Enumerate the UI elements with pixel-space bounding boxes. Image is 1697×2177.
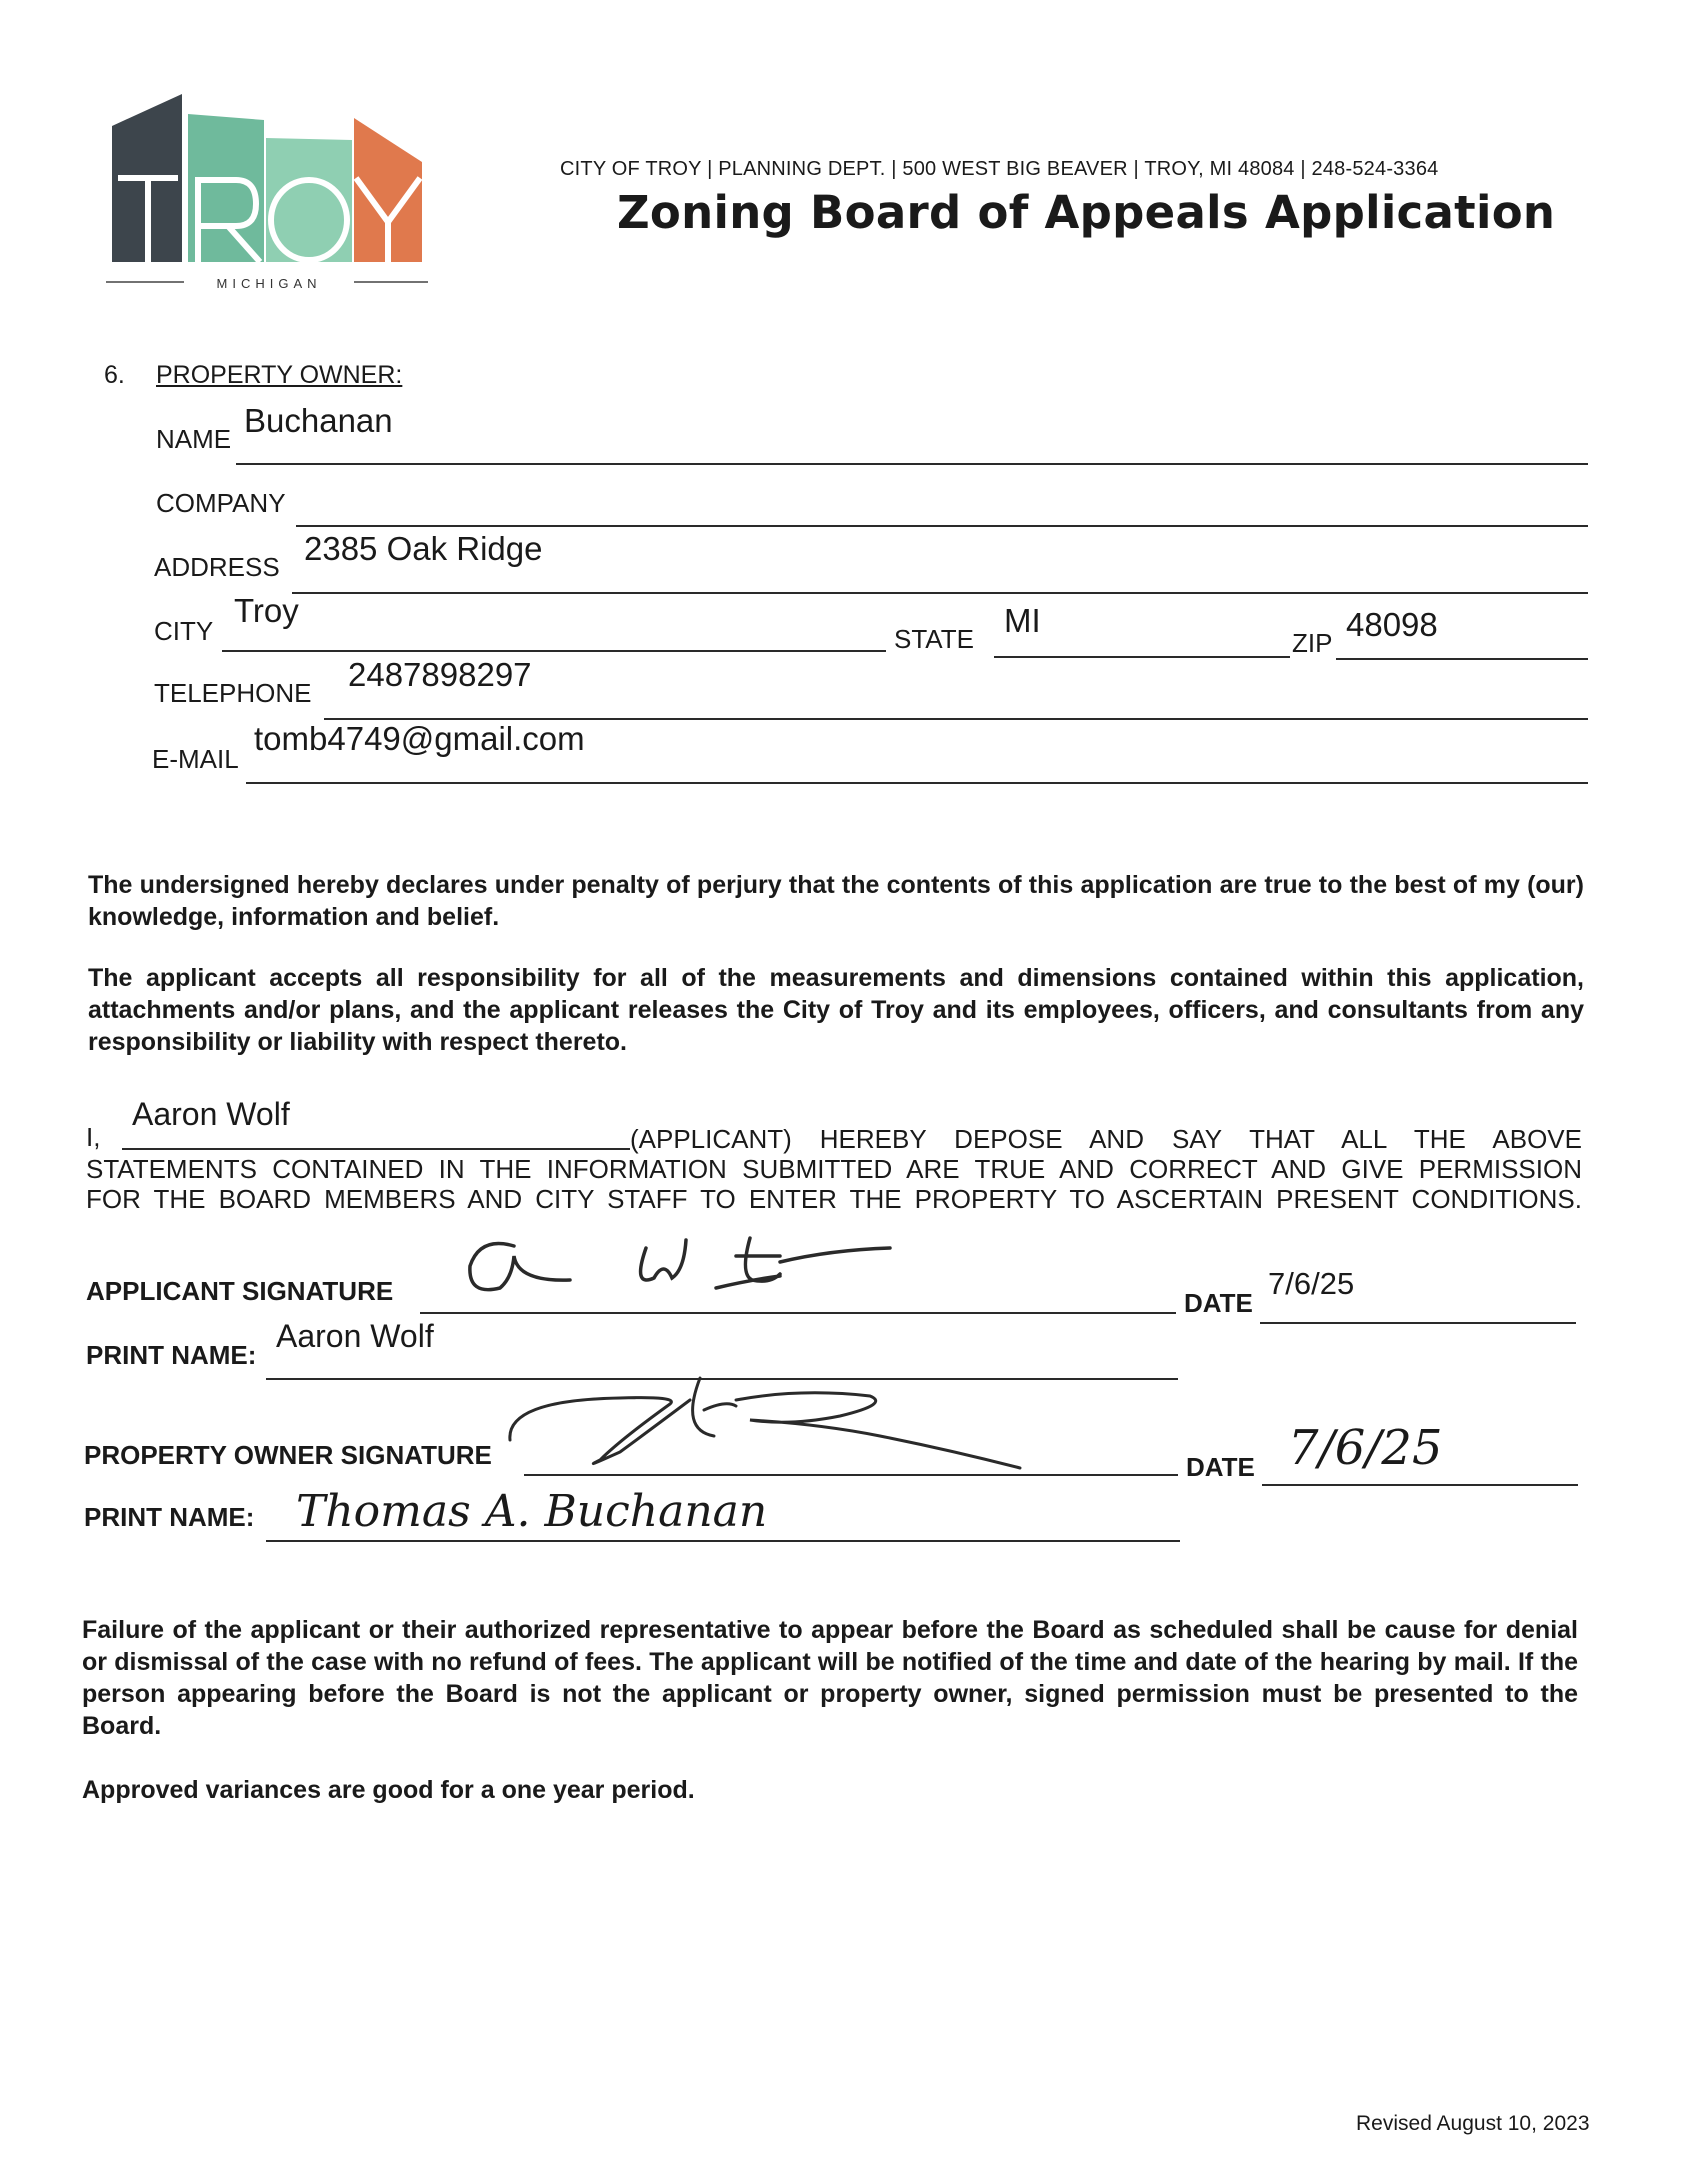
owner-signature-underline xyxy=(524,1474,1178,1476)
section-title: PROPERTY OWNER: xyxy=(156,361,403,389)
city-label: CITY xyxy=(154,616,214,646)
state-label: STATE xyxy=(894,624,974,654)
email-underline xyxy=(246,782,1588,784)
section-number: 6. xyxy=(104,361,125,389)
name-underline xyxy=(236,463,1588,465)
page-title: Zoning Board of Appeals Application xyxy=(617,186,1556,239)
applicant-date-underline xyxy=(1260,1322,1576,1324)
owner-print-underline xyxy=(266,1540,1180,1542)
header-contact-line: CITY OF TROY | PLANNING DEPT. | 500 WEST BIG BEAVER | TROY, MI 48084 | 248-524-3364 xyxy=(560,158,1439,180)
applicant-signature-label: APPLICANT SIGNATURE xyxy=(86,1276,394,1306)
owner-date-label: DATE xyxy=(1186,1452,1255,1482)
state-underline xyxy=(994,656,1290,658)
email-value[interactable]: tomb4749@gmail.com xyxy=(254,720,585,757)
city-value[interactable]: Troy xyxy=(234,592,299,629)
owner-print-value[interactable]: Thomas A. Buchanan xyxy=(296,1486,768,1537)
responsibility-declaration: The applicant accepts all responsibility for all of the measurements and dimensions contained within this application, attachments and/or plans, and the applicant releases the City of Troy and its employees, officers, and consultants from any responsibility or liability with respect thereto. xyxy=(88,964,1584,1056)
applicant-print-label: PRINT NAME: xyxy=(86,1340,257,1370)
perjury-declaration: The undersigned hereby declares under penalty of perjury that the contents of this application are true to the best of my (our) knowledge, information and belief. xyxy=(88,871,1584,931)
owner-date-value[interactable]: 7/6/25 xyxy=(1288,1420,1443,1476)
telephone-label: TELEPHONE xyxy=(154,678,312,708)
telephone-value[interactable]: 2487898297 xyxy=(348,656,532,693)
zip-underline xyxy=(1336,658,1588,660)
applicant-signature-underline xyxy=(420,1312,1176,1314)
applicant-date-label: DATE xyxy=(1184,1288,1253,1318)
owner-signature-label: PROPERTY OWNER SIGNATURE xyxy=(84,1440,492,1470)
failure-notice: Failure of the applicant or their authorized representative to appear before the Board as scheduled shall be cause for denial or dismissal of the case with no refund of fees. The applicant will be notified of the time and date of the hearing by mail. If the person appearing before the Board is not the applicant or property owner, signed permission must be presented to the Board. xyxy=(82,1616,1578,1740)
applicant-print-value[interactable]: Aaron Wolf xyxy=(276,1318,434,1354)
owner-print-label: PRINT NAME: xyxy=(84,1502,255,1532)
deposition-applicant-name[interactable]: Aaron Wolf xyxy=(132,1096,290,1132)
company-underline xyxy=(296,525,1588,527)
address-label: ADDRESS xyxy=(154,552,280,582)
deposition-line-3: FOR THE BOARD MEMBERS AND CITY STAFF TO ENTER THE PROPERTY TO ASCERTAIN PRESENT CONDITIONS. xyxy=(86,1184,1582,1214)
deposition-prefix: I, xyxy=(86,1122,101,1152)
zip-value[interactable]: 48098 xyxy=(1346,606,1438,643)
address-underline xyxy=(292,592,1588,594)
state-value[interactable]: MI xyxy=(1004,602,1041,639)
troy-michigan-logo xyxy=(106,92,436,292)
deposition-line-1: (APPLICANT) HEREBY DEPOSE AND SAY THAT ALL THE ABOVE xyxy=(630,1124,1582,1154)
deposition-name-underline xyxy=(122,1148,630,1150)
deposition-line-2: STATEMENTS CONTAINED IN THE INFORMATION SUBMITTED ARE TRUE AND CORRECT AND GIVE PERMISSION xyxy=(86,1154,1582,1184)
variances-notice: Approved variances are good for a one year period. xyxy=(82,1776,695,1804)
email-label: E-MAIL xyxy=(152,744,239,774)
name-value[interactable]: Buchanan xyxy=(244,402,393,439)
name-label: NAME xyxy=(156,424,232,454)
applicant-date-value[interactable]: 7/6/25 xyxy=(1268,1266,1355,1301)
address-value[interactable]: 2385 Oak Ridge xyxy=(304,530,543,567)
applicant-signature-image[interactable] xyxy=(450,1226,930,1316)
company-label: COMPANY xyxy=(156,488,286,518)
revised-date: Revised August 10, 2023 xyxy=(1356,2112,1590,2135)
city-underline xyxy=(222,650,886,652)
owner-date-underline xyxy=(1262,1484,1578,1486)
logo-michigan-text: MICHIGAN xyxy=(216,276,322,291)
zip-label: ZIP xyxy=(1292,628,1333,658)
owner-signature-image[interactable] xyxy=(500,1370,1040,1480)
